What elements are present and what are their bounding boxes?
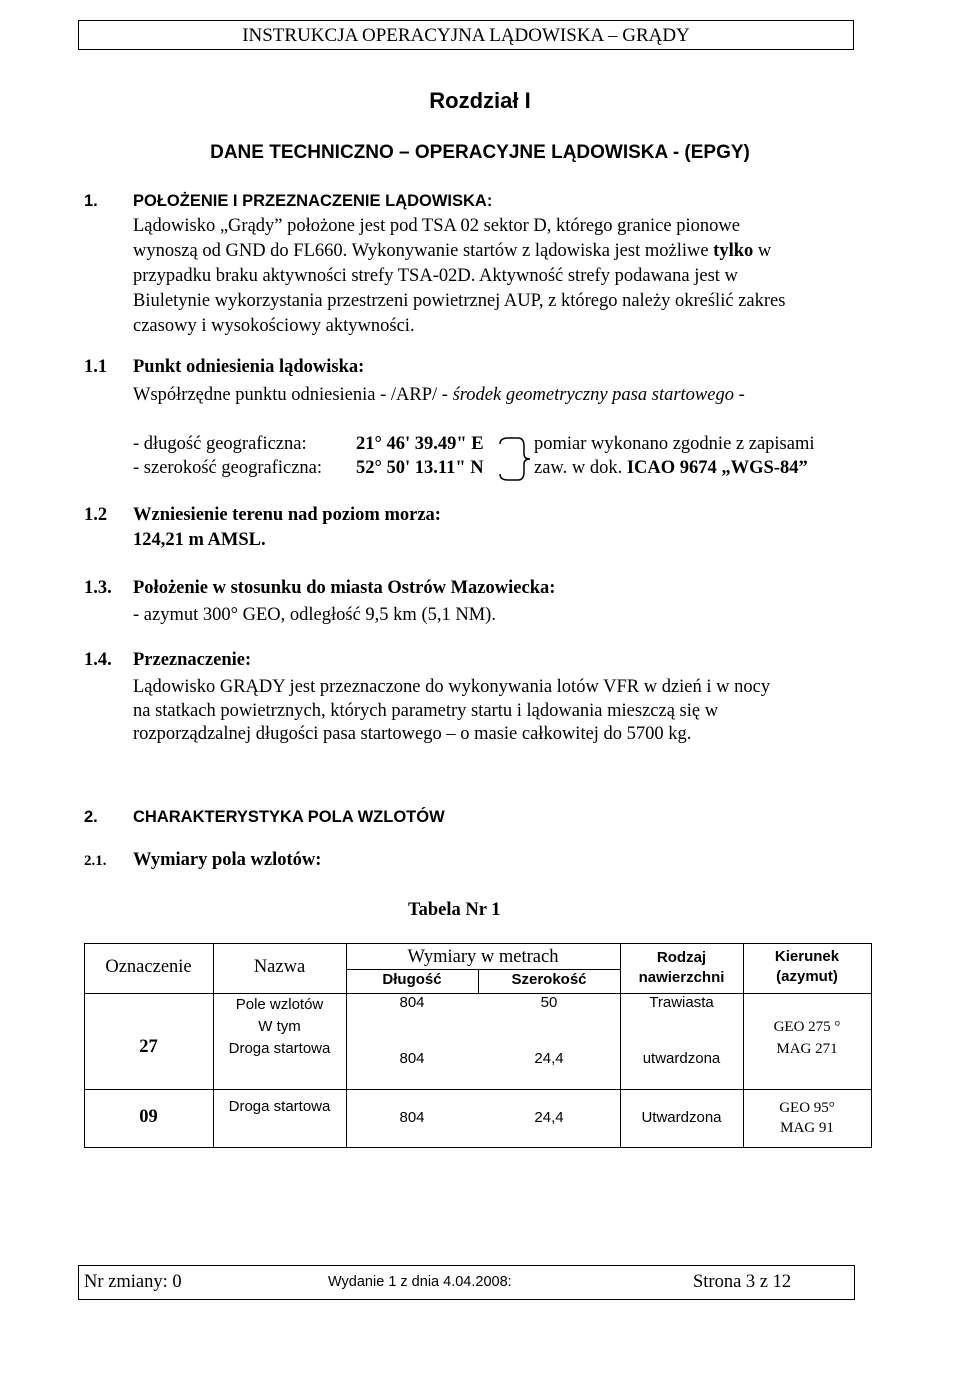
row-27-kierunek: GEO 275 ° MAG 271 (773, 1019, 841, 1057)
row-09-nazwa: Droga startowa (228, 1098, 331, 1115)
table-border-bottom (84, 1147, 872, 1148)
section-1-line-1: Lądowisko „Grądy” położone jest pod TSA 02 sektor D, którego granice pionowe (133, 216, 740, 236)
row-27-rodzaj-1: Trawiasta (649, 994, 714, 1011)
th-wymiary: Wymiary w metrach (407, 947, 559, 967)
th-kierunek: Kierunek (azymut) (774, 948, 840, 985)
section-1-1-heading: Punkt odniesienia lądowiska: (133, 357, 365, 377)
document-title: DANE TECHNICZNO – OPERACYJNE LĄDOWISKA - (EPGY) (210, 142, 750, 163)
row-09-oznaczenie: 09 (139, 1107, 158, 1127)
latitude-value: 52° 50' 13.11" N (356, 458, 484, 478)
section-1-2-heading: Wzniesienie terenu nad poziom morza: (133, 505, 441, 525)
row-27-nazwa: Pole wzlotów W tym Droga startowa (228, 996, 331, 1057)
row-09-kierunek: GEO 95° MAG 91 (779, 1100, 835, 1136)
section-1-line-2: wynoszą od GND do FL660. Wykonywanie startów z lądowiska jest możliwe tylko w (133, 241, 772, 261)
section-1-3-heading: Położenie w stosunku do miasta Ostrów Mazowiecka: (133, 578, 556, 598)
section-1-line-5: czasowy i wysokościowy aktywności. (133, 316, 415, 336)
section-1-number: 1. (84, 192, 98, 210)
header-title: INSTRUKCJA OPERACYJNA LĄDOWISKA – GRĄDY (242, 25, 690, 46)
row-09-dlugosc: 804 (399, 1109, 425, 1126)
th-rodzaj: Rodzaj nawierzchni (638, 949, 725, 986)
coordinate-note-line-1: pomiar wykonano zgodnie z zapisami (534, 434, 815, 454)
th-oznaczenie: Oznaczenie (105, 957, 192, 977)
table-row-divider (84, 1089, 872, 1090)
th-dlugosc: Długość (382, 971, 442, 988)
purpose-line-2: na statkach powietrznych, których parametry startu i lądowania mieszczą się w (133, 701, 719, 721)
footer-change-number: Nr zmiany: 0 (84, 1272, 182, 1292)
row-27-szerokosc-1: 50 (540, 994, 558, 1011)
section-2-1-number: 2.1. (84, 853, 107, 869)
row-27-szerokosc-2: 24,4 (534, 1050, 564, 1067)
elevation-value: 124,21 m AMSL. (133, 530, 266, 550)
section-1-1-number: 1.1 (84, 357, 108, 377)
section-1-heading: POŁOŻENIE I PRZEZNACZENIE LĄDOWISKA: (133, 192, 493, 210)
row-27-oznaczenie: 27 (139, 1037, 158, 1057)
section-1-2-number: 1.2 (84, 505, 108, 525)
footer-page-number: Strona 3 z 12 (693, 1272, 792, 1292)
section-1-3-number: 1.3. (84, 578, 112, 598)
arp-description: Współrzędne punktu odniesienia - /ARP/ - środek geometryczny pasa startowego - (133, 385, 745, 405)
section-2-1-heading: Wymiary pola wzlotów: (133, 850, 322, 870)
row-27-dlugosc-2: 804 (399, 1050, 425, 1067)
purpose-line-3: rozporządzalnej długości pasa startowego – o masie całkowitej do 5700 kg. (133, 724, 692, 744)
section-2-number: 2. (84, 808, 98, 826)
section-1-line-3: przypadku braku aktywności strefy TSA-02D. Aktywność strefy podawana jest w (133, 266, 738, 286)
table-border-top (84, 943, 872, 944)
chapter-title: Rozdział I (429, 88, 531, 113)
row-27-dlugosc-1: 804 (399, 994, 425, 1011)
longitude-label: - długość geograficzna: (133, 434, 307, 454)
latitude-label: - szerokość geograficzna: (133, 458, 323, 478)
table-border-right (871, 943, 872, 1148)
row-27-rodzaj-2: utwardzona (642, 1050, 721, 1067)
section-1-4-number: 1.4. (84, 650, 112, 670)
purpose-line-1: Lądowisko GRĄDY jest przeznaczone do wykonywania lotów VFR w dzień i w nocy (133, 677, 771, 697)
table-caption: Tabela Nr 1 (408, 900, 501, 920)
th-szerokosc: Szerokość (511, 971, 587, 988)
curly-brace-icon (494, 436, 532, 482)
longitude-value: 21° 46' 39.49" E (356, 434, 484, 454)
section-1-line-4: Biuletynie wykorzystania przestrzeni powietrznej AUP, z którego należy określić zakres (133, 291, 786, 311)
page-header (78, 20, 854, 50)
section-2-heading: CHARAKTERYSTYKA POLA WZLOTÓW (133, 808, 445, 826)
row-09-szerokosc: 24,4 (534, 1109, 564, 1126)
footer-edition: Wydanie 1 z dnia 4.04.2008: (328, 1274, 512, 1290)
section-1-4-heading: Przeznaczenie: (133, 650, 252, 670)
table-subheader-line (346, 969, 620, 970)
row-09-rodzaj: Utwardzona (641, 1109, 722, 1126)
coordinate-note-line-2: zaw. w dok. ICAO 9674 „WGS-84” (534, 458, 808, 478)
th-nazwa: Nazwa (253, 957, 306, 977)
azimuth-distance: - azymut 300° GEO, odległość 9,5 km (5,1 NM). (133, 605, 496, 625)
